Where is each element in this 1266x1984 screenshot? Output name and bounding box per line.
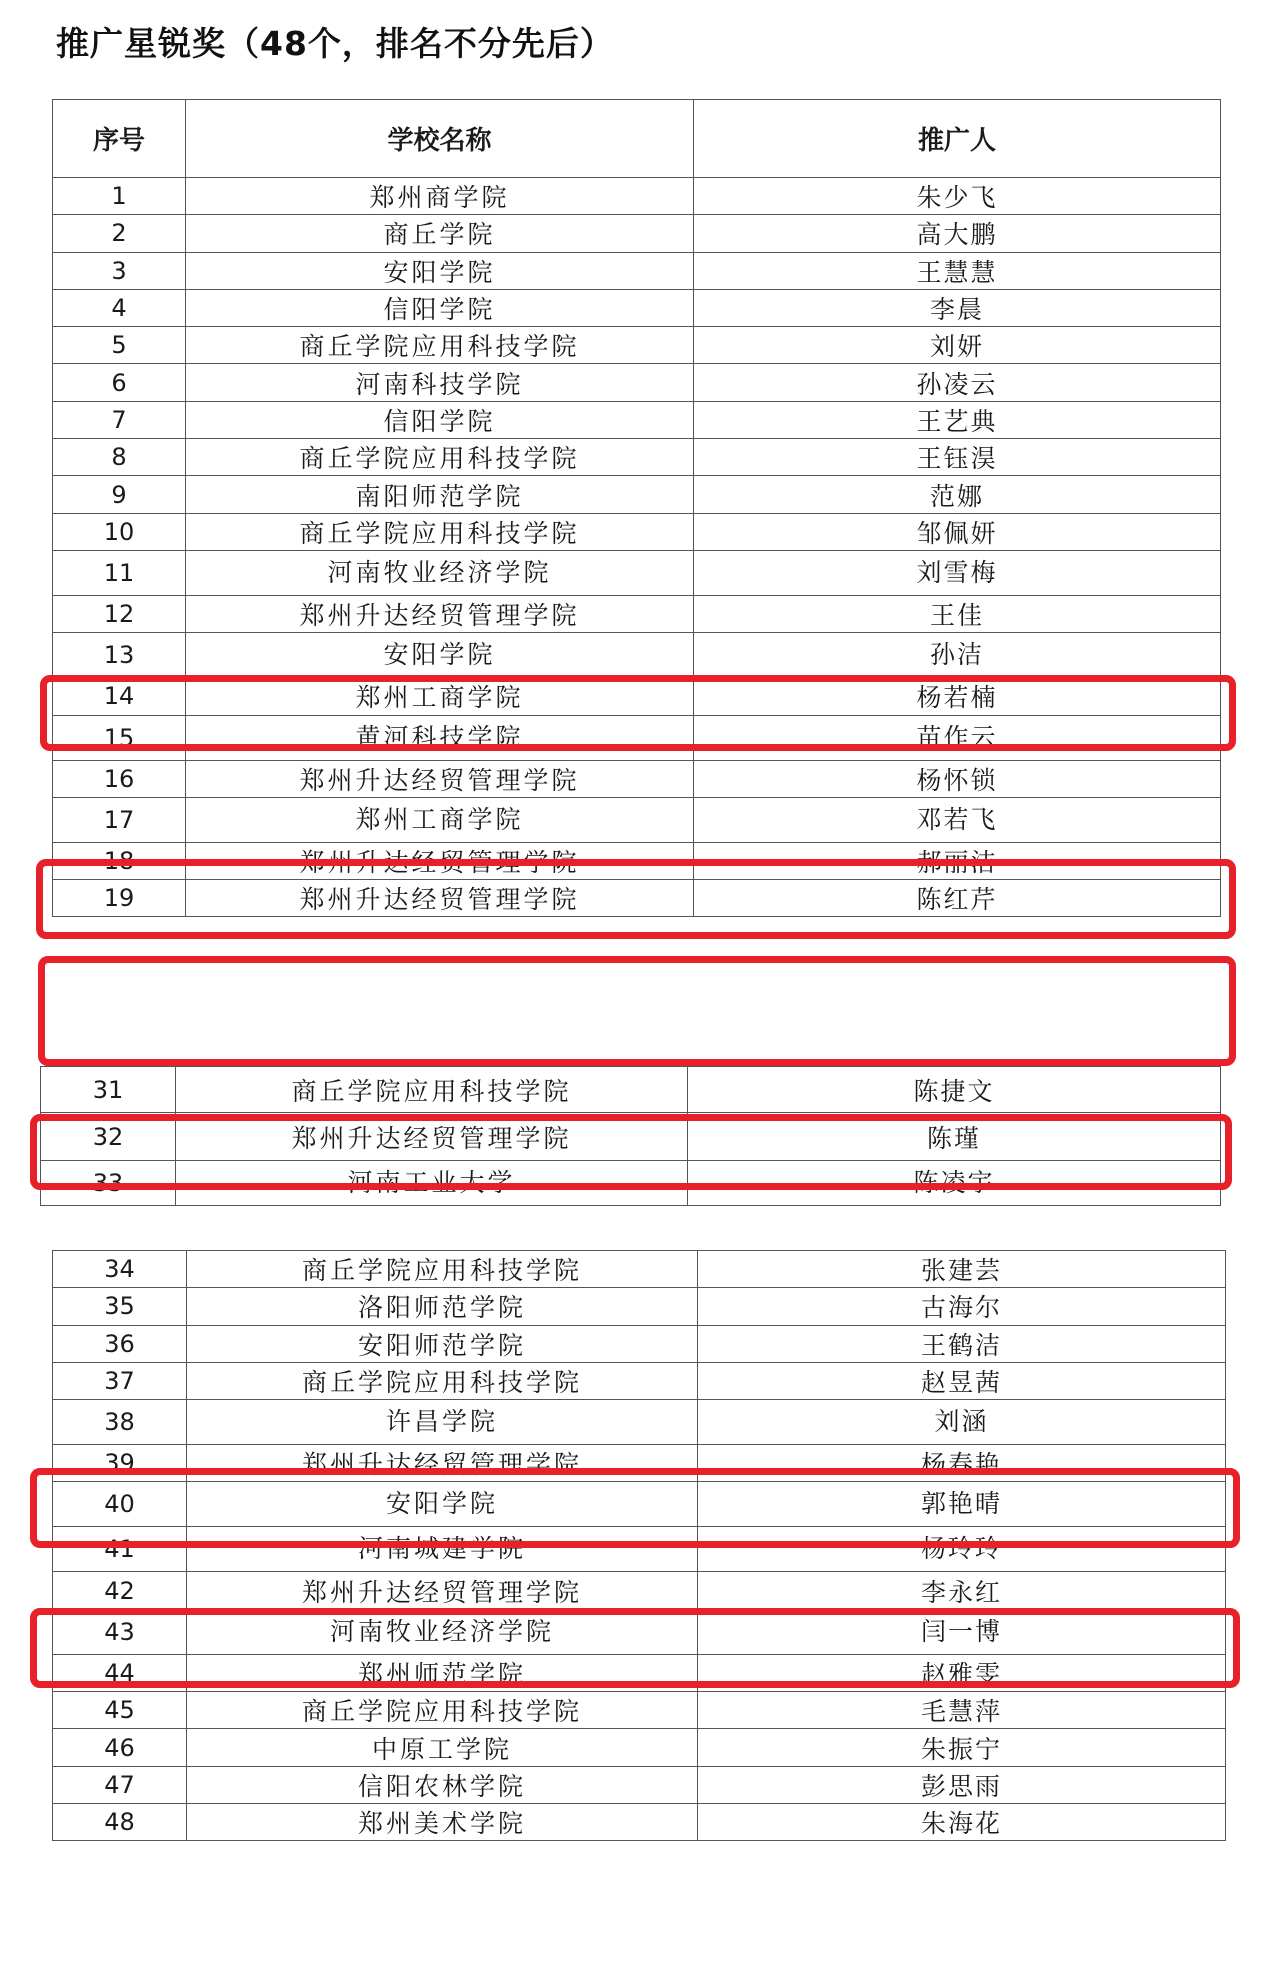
school-name: 信阳学院 <box>186 401 694 438</box>
school-name: 商丘学院应用科技学院 <box>187 1251 698 1288</box>
row-index: 14 <box>53 678 186 715</box>
school-name: 郑州升达经贸管理学院 <box>187 1445 698 1482</box>
promoter-name: 杨玲玲 <box>698 1527 1226 1572</box>
promoter-name: 王佳 <box>694 595 1221 632</box>
table-row <box>53 513 1221 550</box>
row-index: 6 <box>53 364 186 401</box>
table-row <box>53 1609 1226 1654</box>
table-row <box>53 215 1221 252</box>
promoter-name: 赵昱茜 <box>698 1362 1226 1399</box>
promoter-name: 杨怀锁 <box>694 760 1221 797</box>
school-name: 郑州升达经贸管理学院 <box>187 1572 698 1609</box>
row-index: 44 <box>53 1654 187 1691</box>
table-row <box>53 1729 1226 1766</box>
promoter-name: 李永红 <box>698 1572 1226 1609</box>
table-row <box>41 1067 1221 1113</box>
promoter-name: 刘妍 <box>694 327 1221 364</box>
table-row <box>53 1803 1226 1840</box>
school-name: 郑州升达经贸管理学院 <box>186 880 694 917</box>
promoter-name: 刘涵 <box>698 1400 1226 1445</box>
row-index: 19 <box>53 880 186 917</box>
school-name: 商丘学院应用科技学院 <box>186 513 694 550</box>
promoter-name: 杨若楠 <box>694 678 1221 715</box>
promoter-name: 李晨 <box>694 289 1221 326</box>
table-row <box>53 476 1221 513</box>
promoter-name: 高大鹏 <box>694 215 1221 252</box>
promoter-name: 刘雪梅 <box>694 550 1221 595</box>
table-header-row <box>53 100 1221 178</box>
page-title: 推广星锐奖（48个，排名不分先后） <box>56 24 614 63</box>
table-row <box>53 760 1221 797</box>
table-row <box>53 715 1221 760</box>
table-row <box>41 1113 1221 1161</box>
school-name: 郑州升达经贸管理学院 <box>186 595 694 632</box>
school-name: 商丘学院应用科技学院 <box>187 1362 698 1399</box>
table-row <box>53 1288 1226 1325</box>
row-index: 35 <box>53 1288 187 1325</box>
row-index: 9 <box>53 476 186 513</box>
row-index: 42 <box>53 1572 187 1609</box>
promoter-name: 杨春艳 <box>698 1445 1226 1482</box>
row-index: 13 <box>53 633 186 678</box>
row-index: 37 <box>53 1362 187 1399</box>
table-body-part-1 <box>53 100 1221 917</box>
row-index: 43 <box>53 1609 187 1654</box>
row-index: 46 <box>53 1729 187 1766</box>
header-index: 序号 <box>53 100 186 178</box>
table-row <box>53 1325 1226 1362</box>
row-index: 32 <box>41 1113 176 1161</box>
award-table-part-1 <box>52 99 1221 917</box>
promoter-name: 陈捷文 <box>688 1067 1221 1113</box>
table-row <box>53 1766 1226 1803</box>
table-row <box>53 364 1221 401</box>
school-name: 信阳学院 <box>186 289 694 326</box>
promoter-name: 王艺典 <box>694 401 1221 438</box>
row-index: 36 <box>53 1325 187 1362</box>
table-row <box>53 1527 1226 1572</box>
school-name: 郑州美术学院 <box>187 1803 698 1840</box>
school-name: 安阳学院 <box>186 633 694 678</box>
school-name: 黄河科技学院 <box>186 715 694 760</box>
school-name: 许昌学院 <box>187 1400 698 1445</box>
table-row <box>53 842 1221 879</box>
school-name: 中原工学院 <box>187 1729 698 1766</box>
row-index: 1 <box>53 178 186 215</box>
school-name: 郑州工商学院 <box>186 797 694 842</box>
row-index: 31 <box>41 1067 176 1113</box>
promoter-name: 邓若飞 <box>694 797 1221 842</box>
row-index: 48 <box>53 1803 187 1840</box>
promoter-name: 彭思雨 <box>698 1766 1226 1803</box>
school-name: 郑州升达经贸管理学院 <box>176 1113 688 1161</box>
table-row <box>53 1362 1226 1399</box>
promoter-name: 郭艳晴 <box>698 1482 1226 1527</box>
row-index: 4 <box>53 289 186 326</box>
school-name: 郑州升达经贸管理学院 <box>186 760 694 797</box>
promoter-name: 陈凌宇 <box>688 1161 1221 1206</box>
school-name: 河南工业大学 <box>176 1161 688 1206</box>
promoter-name: 王钰淏 <box>694 439 1221 476</box>
promoter-name: 王慧慧 <box>694 252 1221 289</box>
row-index: 11 <box>53 550 186 595</box>
table-row <box>53 1692 1226 1729</box>
table-row <box>53 1482 1226 1527</box>
table-row <box>53 595 1221 632</box>
promoter-name: 毛慧萍 <box>698 1692 1226 1729</box>
promoter-name: 孙洁 <box>694 633 1221 678</box>
table-row <box>53 1251 1226 1288</box>
school-name: 洛阳师范学院 <box>187 1288 698 1325</box>
promoter-name: 郝丽洁 <box>694 842 1221 879</box>
school-name: 河南牧业经济学院 <box>187 1609 698 1654</box>
table-row <box>53 178 1221 215</box>
school-name: 商丘学院应用科技学院 <box>187 1692 698 1729</box>
school-name: 南阳师范学院 <box>186 476 694 513</box>
table-row <box>53 289 1221 326</box>
header-school: 学校名称 <box>186 100 694 178</box>
school-name: 河南牧业经济学院 <box>186 550 694 595</box>
row-index: 40 <box>53 1482 187 1527</box>
promoter-name: 孙凌云 <box>694 364 1221 401</box>
school-name: 安阳学院 <box>187 1482 698 1527</box>
row-index: 33 <box>41 1161 176 1206</box>
school-name: 河南城建学院 <box>187 1527 698 1572</box>
row-index: 45 <box>53 1692 187 1729</box>
highlight-box-rows-18-19 <box>38 956 1236 1066</box>
school-name: 商丘学院应用科技学院 <box>186 327 694 364</box>
award-table-part-2 <box>40 1066 1221 1206</box>
school-name: 安阳师范学院 <box>187 1325 698 1362</box>
table-row <box>41 1161 1221 1206</box>
table-row <box>53 1445 1226 1482</box>
school-name: 郑州商学院 <box>186 178 694 215</box>
row-index: 34 <box>53 1251 187 1288</box>
row-index: 5 <box>53 327 186 364</box>
table-row <box>53 1654 1226 1691</box>
row-index: 17 <box>53 797 186 842</box>
promoter-name: 苗作云 <box>694 715 1221 760</box>
promoter-name: 邹佩妍 <box>694 513 1221 550</box>
table-row <box>53 550 1221 595</box>
promoter-name: 古海尔 <box>698 1288 1226 1325</box>
row-index: 18 <box>53 842 186 879</box>
school-name: 商丘学院 <box>186 215 694 252</box>
row-index: 38 <box>53 1400 187 1445</box>
header-promoter: 推广人 <box>694 100 1221 178</box>
promoter-name: 闫一博 <box>698 1609 1226 1654</box>
row-index: 15 <box>53 715 186 760</box>
table-row <box>53 678 1221 715</box>
row-index: 16 <box>53 760 186 797</box>
row-index: 47 <box>53 1766 187 1803</box>
table-body-part-3 <box>53 1251 1226 1841</box>
table-row <box>53 327 1221 364</box>
school-name: 河南科技学院 <box>186 364 694 401</box>
row-index: 12 <box>53 595 186 632</box>
row-index: 7 <box>53 401 186 438</box>
school-name: 商丘学院应用科技学院 <box>176 1067 688 1113</box>
table-body-part-2 <box>41 1067 1221 1206</box>
row-index: 2 <box>53 215 186 252</box>
table-row <box>53 633 1221 678</box>
promoter-name: 陈瑾 <box>688 1113 1221 1161</box>
award-table-part-3 <box>52 1250 1226 1841</box>
school-name: 郑州工商学院 <box>186 678 694 715</box>
school-name: 信阳农林学院 <box>187 1766 698 1803</box>
promoter-name: 范娜 <box>694 476 1221 513</box>
table-row <box>53 1572 1226 1609</box>
promoter-name: 朱海花 <box>698 1803 1226 1840</box>
promoter-name: 张建芸 <box>698 1251 1226 1288</box>
row-index: 8 <box>53 439 186 476</box>
table-row <box>53 252 1221 289</box>
table-row <box>53 1400 1226 1445</box>
promoter-name: 朱振宁 <box>698 1729 1226 1766</box>
promoter-name: 王鹤洁 <box>698 1325 1226 1362</box>
promoter-name: 朱少飞 <box>694 178 1221 215</box>
school-name: 安阳学院 <box>186 252 694 289</box>
table-row <box>53 439 1221 476</box>
school-name: 郑州师范学院 <box>187 1654 698 1691</box>
table-row <box>53 880 1221 917</box>
promoter-name: 赵雅雯 <box>698 1654 1226 1691</box>
row-index: 39 <box>53 1445 187 1482</box>
table-row <box>53 797 1221 842</box>
school-name: 商丘学院应用科技学院 <box>186 439 694 476</box>
row-index: 3 <box>53 252 186 289</box>
table-row <box>53 401 1221 438</box>
promoter-name: 陈红芹 <box>694 880 1221 917</box>
row-index: 41 <box>53 1527 187 1572</box>
row-index: 10 <box>53 513 186 550</box>
school-name: 郑州升达经贸管理学院 <box>186 842 694 879</box>
